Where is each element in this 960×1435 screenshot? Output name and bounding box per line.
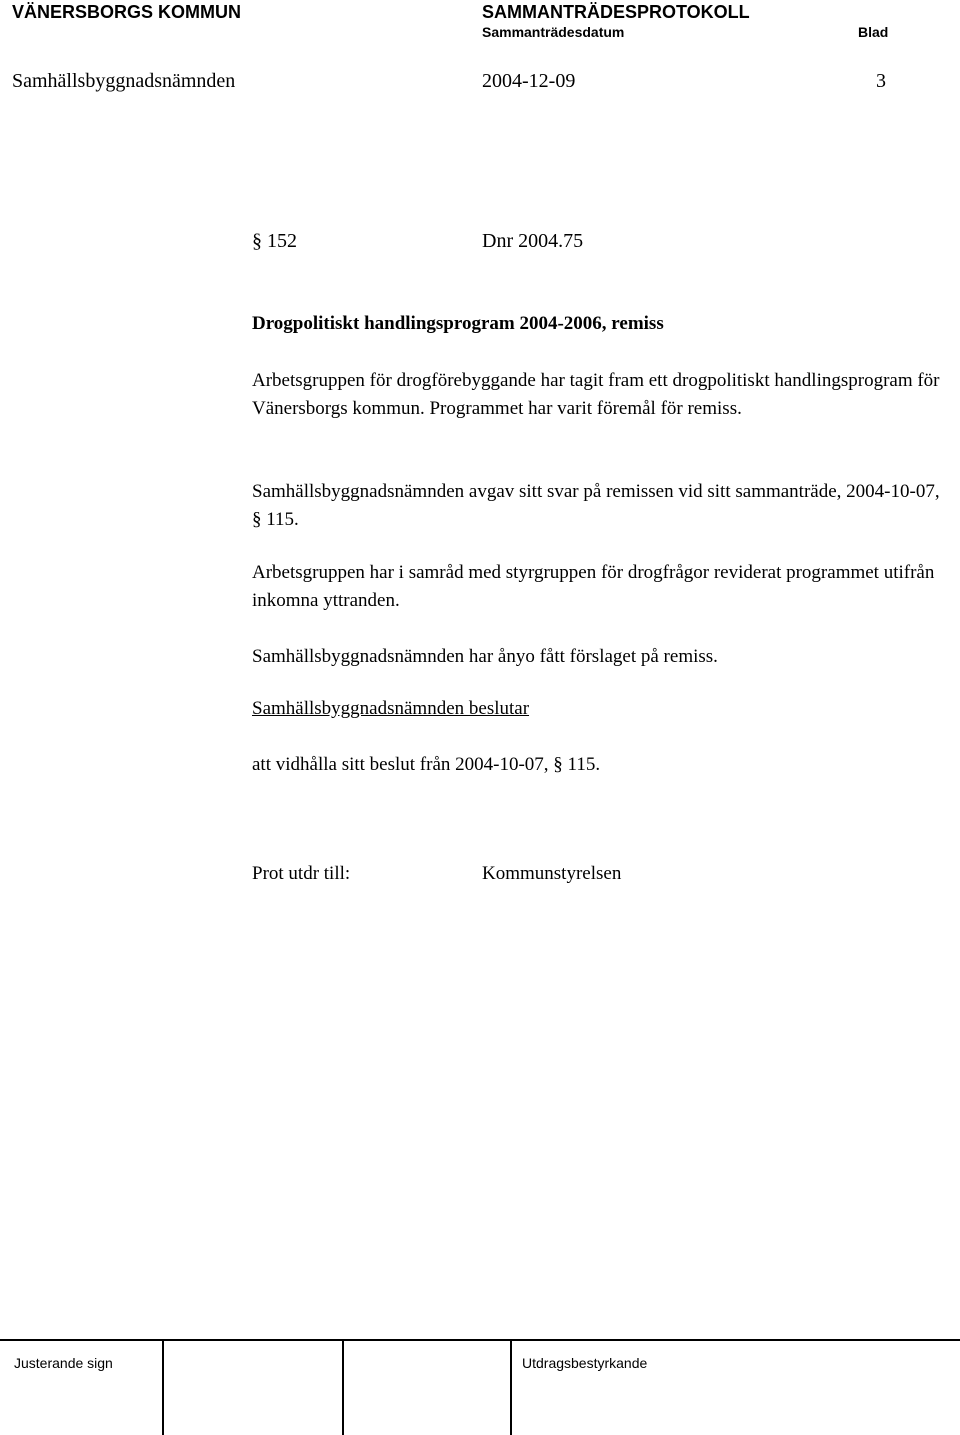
case-number: Dnr 2004.75: [482, 230, 584, 252]
footer-divider: [342, 1341, 344, 1435]
paragraph: Arbetsgruppen har i samråd med styrgruppen för drogfrågor reviderat programmet utifrån inkomna yttranden.: [252, 562, 935, 611]
signature-label: Justerande sign: [14, 1355, 113, 1371]
page-label: Blad: [858, 24, 889, 40]
distribution-label: Prot utdr till:: [252, 863, 351, 884]
footer-divider: [510, 1341, 512, 1435]
page-number: 3: [876, 70, 886, 92]
decision-heading: Samhällsbyggnadsnämnden beslutar: [252, 698, 530, 719]
municipality-name: VÄNERSBORGS KOMMUN: [12, 2, 242, 22]
paragraph: Samhällsbyggnadsnämnden har ånyo fått förslaget på remiss.: [252, 646, 718, 667]
paragraph: Samhällsbyggnadsnämnden avgav sitt svar på remissen vid sitt sammanträde, 2004-10-07, § 115.: [252, 481, 940, 530]
extract-certification-label: Utdragsbestyrkande: [522, 1355, 648, 1371]
committee-name: Samhällsbyggnadsnämnden: [12, 70, 236, 92]
document-type: SAMMANTRÄDESPROTOKOLL: [482, 2, 750, 22]
paragraph: Arbetsgruppen för drogförebyggande har tagit fram ett drogpolitiskt handlingsprogram för Vänersborgs kommun. Programmet har varit föremål för remiss.: [252, 370, 940, 419]
section-number: § 152: [252, 230, 297, 252]
signature-footer: [0, 1339, 960, 1435]
decision-text: att vidhålla sitt beslut från 2004-10-07, § 115.: [252, 754, 601, 775]
meeting-date-label: Sammanträdesdatum: [482, 24, 625, 40]
meeting-date: 2004-12-09: [482, 70, 576, 92]
footer-divider: [162, 1341, 164, 1435]
distribution-recipient: Kommunstyrelsen: [482, 863, 622, 884]
case-title: Drogpolitiskt handlingsprogram 2004-2006, remiss: [252, 313, 664, 334]
